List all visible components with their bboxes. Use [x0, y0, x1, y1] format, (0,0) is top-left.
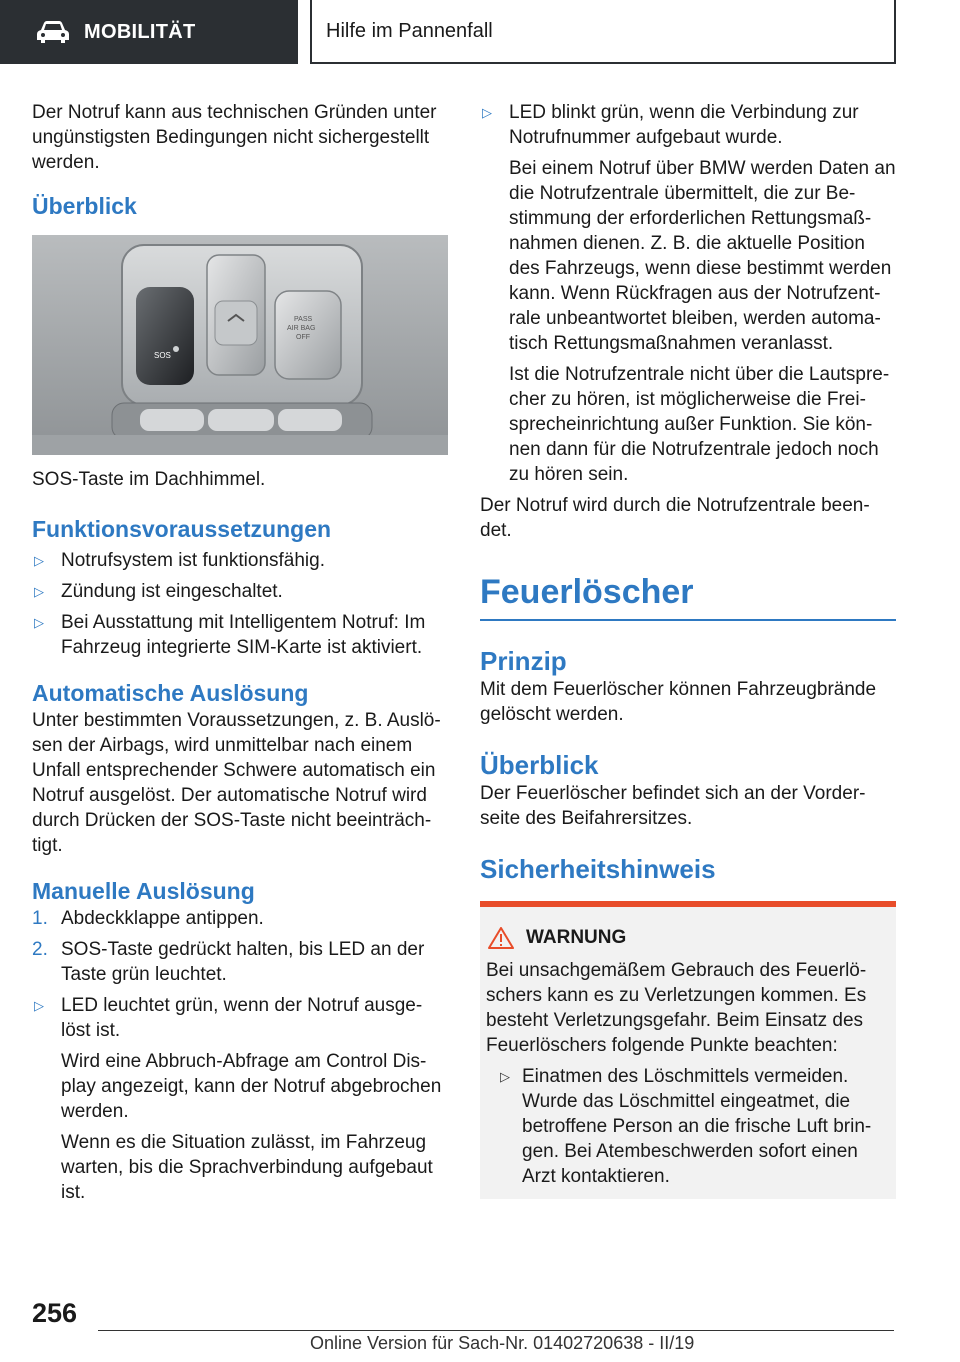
overview-heading-right: Überblick	[480, 750, 599, 780]
led-paragraph: Ist die Notrufzentrale nicht über die Lautspre-cher zu hören, ist möglicherweise die Frei-sprecheinrichtung außer Funktion. Sie kön-nen dann für die Notrufzentrale jedoch noch zu hören sein.	[509, 364, 890, 485]
bullet-triangle-icon: ▷	[500, 1069, 510, 1084]
off-label: OFF	[296, 334, 310, 341]
footer-version: Online Version für Sach-Nr. 01402720638 - II/19	[310, 1333, 695, 1353]
overview-text: Der Feuerlöscher befindet sich an der Vorder-seite des Beifahrersitzes.	[480, 783, 866, 829]
breadcrumb	[312, 0, 896, 64]
safety-heading: Sicherheitshinweis	[480, 854, 716, 884]
list-item: ▷ Notrufsystem ist funktionsfähig.	[34, 550, 325, 571]
warning-title: WARNUNG	[486, 925, 890, 950]
car-icon	[36, 20, 70, 44]
list-item: ▷ Bei Ausstattung mit Intelligentem Notruf: Im Fahrzeug integrierte SIM-Karte ist aktiviert.	[34, 612, 426, 658]
section-tab	[0, 0, 298, 64]
manual-note-paragraph: Wird eine Abbruch-Abfrage am Control Dis-play angezeigt, kann der Notruf abgebrochen werden.	[61, 1051, 442, 1122]
list-item: ▷ LED blinkt grün, wenn die Verbindung zur Notrufnummer aufgebaut wurde.	[482, 102, 859, 148]
image-caption: SOS-Taste im Dachhimmel.	[32, 469, 266, 490]
bullet-triangle-icon: ▷	[34, 615, 44, 630]
auto-text: Unter bestimmten Voraussetzungen, z. B. Auslö-sen der Airbags, wird unmittelbar nach einem Unfall entsprechender Schwere automatisch ein Notruf ausgelöst. Der automatische Notruf wird durch Drücken der SOS-Taste nicht beeinträch-tigt.	[32, 710, 441, 856]
prereq-list	[32, 548, 448, 660]
list-item: ▷ Einatmen des Löschmittels vermeiden. Wurde das Löschmittel eingeatmet, die betroffene Person an die frische Luft brin-gen. Bei Atembeschwerden sofort einen Arzt kontaktieren.	[500, 1066, 872, 1187]
auto-heading: Automatische Auslösung	[32, 680, 309, 706]
chapter-heading: Feuerlöscher	[480, 573, 694, 611]
manual-heading: Manuelle Auslösung	[32, 878, 255, 904]
overview-heading: Überblick	[32, 193, 137, 219]
list-item: ▷ LED leuchtet grün, wenn der Notruf ausge-löst ist.	[34, 995, 423, 1041]
right-column	[480, 100, 896, 1199]
led-paragraph: Bei einem Notruf über BMW werden Daten an die Notrufzentrale übermittelt, die zur Be-stimmung der erforderlichen Rettungsmaß-nahmen dienen. Z. B. die aktuelle Position des Fahrzeugs, wenn diese bestimmt werden kann. Wenn Rückfragen aus der Notrufzent-rale unbeantwortet bleiben, werden automa-tisch Rettungsmaßnahmen veranlasst.	[509, 158, 896, 354]
bullet-triangle-icon: ▷	[34, 553, 44, 568]
end-text: Der Notruf wird durch die Notrufzentrale been-det.	[480, 495, 870, 541]
warning-triangle-icon	[488, 927, 514, 949]
prereq-heading: Funktionsvoraussetzungen	[32, 516, 332, 542]
roof-console-illustration	[32, 235, 448, 455]
list-item: 2. SOS-Taste gedrückt halten, bis LED an der Taste grün leuchtet.	[32, 939, 425, 985]
principle-heading: Prinzip	[480, 646, 567, 676]
list-item: ▷ Zündung ist eingeschaltet.	[34, 581, 283, 602]
pass-label: PASS	[294, 316, 313, 323]
warning-box	[480, 901, 896, 1199]
list-item: 1. Abdeckklappe antippen.	[32, 908, 264, 929]
page-number: 256	[32, 1298, 78, 1328]
principle-text: Mit dem Feuerlöscher können Fahrzeugbrände gelöscht werden.	[480, 679, 877, 725]
manual-steps	[32, 906, 448, 1205]
warning-text: Bei unsachgemäßem Gebrauch des Feuerlö-schers kann es zu Verletzungen kommen. Es besteht Verletzungsgefahr. Beim Einsatz des Feuerlöschers folgende Punkte beachten:	[486, 960, 867, 1056]
bullet-triangle-icon: ▷	[482, 105, 492, 120]
left-column	[32, 100, 448, 1205]
bullet-triangle-icon: ▷	[34, 584, 44, 599]
airbag-label: AIR BAG	[287, 325, 316, 332]
chapter-rule	[480, 619, 896, 621]
sos-button-photo	[32, 235, 448, 455]
section-title: MOBILITÄT	[84, 20, 196, 43]
breadcrumb-label: Hilfe im Pannenfall	[326, 19, 493, 42]
footer-rule	[98, 1330, 894, 1331]
manual-note-paragraph: Wenn es die Situation zulässt, im Fahrzeug warten, bis die Sprachverbindung aufgebaut ist.	[61, 1132, 433, 1203]
sos-label: SOS	[154, 351, 171, 360]
intro-text: Der Notruf kann aus technischen Gründen unter ungünstigsten Bedingungen nicht sichergestellt werden.	[32, 102, 437, 173]
bullet-triangle-icon: ▷	[34, 998, 44, 1013]
